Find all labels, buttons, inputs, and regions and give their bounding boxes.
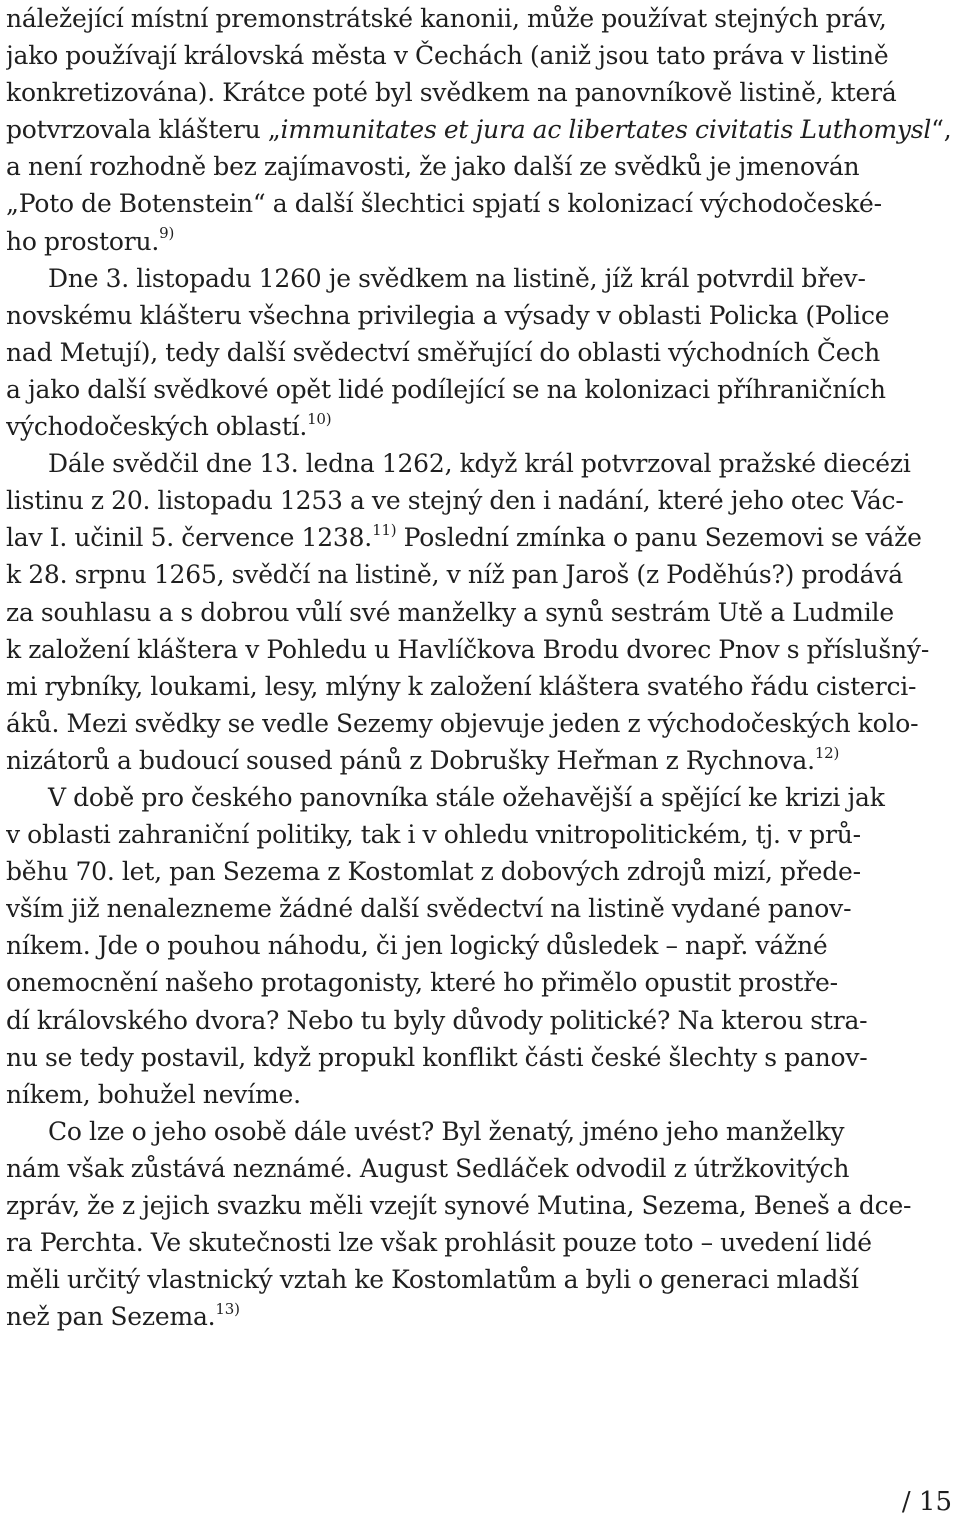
text-line: za souhlasu a s dobrou vůlí své manželky a synů sestrám Utě a Ludmile (6, 597, 894, 627)
text-line: dí královského dvora? Nebo tu byly důvody politické? Na kterou stra- (6, 1005, 868, 1035)
text-line: a není rozhodně bez zajímavosti, že jako další ze svědků je jmenován (6, 152, 860, 182)
text-line: V době pro českého panovníka stále ožehavější a spějící ke krizi jak (48, 782, 885, 812)
text-line: níkem, bohužel nevíme. (6, 1079, 301, 1109)
text-line: onemocnění našeho protagonisty, které ho přimělo opustit prostře- (6, 968, 838, 998)
text-line: ra Perchta. Ve skutečnosti lze však prohlásit pouze toto – uvedení lidé (6, 1228, 872, 1258)
text-segment: ho prostoru. (6, 226, 160, 256)
text-line: nám však zůstává neznámé. August Sedláček odvodil z útržkovitých (6, 1153, 850, 1183)
footnote-marker: 12) (814, 743, 840, 762)
text-segment: nizátorů a budoucí soused pánů z Dobrušky Heřman z Rychnova. (6, 745, 815, 775)
text-line (6, 519, 954, 556)
text-line: novskému klášteru všechna privilegia a výsady v oblasti Policka (Police (6, 300, 890, 330)
text-line: zpráv, že z jejich svazku měli vzejít synové Mutina, Sezema, Beneš a dce- (6, 1191, 912, 1220)
text-line: nad Metují), tedy další svědectví směřující do oblasti východních Čech (6, 337, 881, 367)
footnote-marker: 11) (372, 520, 397, 539)
text-line: níkem. Jde o pouhou náhodu, či jen logický důsledek – např. vážné (6, 931, 828, 961)
footnote-marker: 9) (159, 224, 175, 243)
text-segment: lav I. učinil 5. července 1238. (6, 523, 373, 553)
text-segment: Poslední zmínka o panu Sezemovi se váže (396, 523, 922, 553)
text-segment: “, (931, 115, 952, 145)
text-line: k založení kláštera v Pohledu u Havlíčkova Brodu dvorec Pnov s příslušný- (6, 634, 930, 664)
text-line: nu se tedy postavil, když propukl konflikt části české šlechty s panov- (6, 1042, 868, 1072)
text-line: Co lze o jeho osobě dále uvést? Byl ženatý, jméno jeho manželky (48, 1116, 845, 1146)
footnote-marker: 13) (215, 1299, 240, 1318)
text-line (6, 111, 954, 148)
text-line: konkretizována). Krátce poté byl svědkem na panovníkově listině, která (6, 78, 897, 108)
italic-latin-phrase: immunitates et jura ac libertates civitatis Luthomysl (280, 115, 932, 145)
text-segment: než pan Sezema. (6, 1302, 216, 1332)
text-line: náležející místní premonstrátské kanonii, může používat stejných práv, (6, 4, 887, 33)
text-line: a jako další svědkové opět lidé podílející se na kolonizaci příhraničních (6, 374, 886, 404)
body-text (6, 0, 954, 1335)
text-segment: potvrzovala klášteru „ (6, 115, 281, 145)
text-line: áků. Mezi svědky se vedle Sezemy objevuje jeden z východočeských kolo- (6, 708, 919, 738)
page-number: / 15 (901, 1487, 952, 1517)
text-line: vším již nenalezneme žádné další svědectví na listině vydané panov- (6, 894, 852, 924)
text-line: listinu z 20. listopadu 1253 a ve stejný den i nadání, které jeho otec Vác- (6, 486, 904, 516)
text-line: Dále svědčil dne 13. ledna 1262, když král potvrzoval pražské diecézi (48, 449, 911, 479)
text-line: jako používají královská města v Čechách (aniž jsou tato práva v listině (6, 41, 889, 71)
text-line (6, 223, 954, 260)
text-line: k 28. srpnu 1265, svědčí na listině, v níž pan Jaroš (z Poděhús?) prodává (6, 560, 904, 590)
text-segment: východočeských oblastí. (6, 412, 308, 442)
text-line (6, 742, 954, 779)
text-line: v oblasti zahraniční politiky, tak i v ohledu vnitropolitickém, tj. v prů- (6, 820, 861, 850)
text-line: běhu 70. let, pan Sezema z Kostomlat z dobových zdrojů mizí, přede- (6, 857, 861, 887)
text-line: mi rybníky, loukami, lesy, mlýny k založení kláštera svatého řádu cisterci- (6, 671, 917, 701)
text-line: měli určitý vlastnický vztah ke Kostomlatům a byli o generaci mladší (6, 1265, 859, 1295)
text-line: Dne 3. listopadu 1260 je svědkem na listině, jíž král potvrdil břev- (48, 263, 866, 293)
text-line (6, 408, 954, 445)
text-line: „Poto de Botenstein“ a další šlechtici spjatí s kolonizací východočeské- (6, 189, 882, 219)
footnote-marker: 10) (307, 409, 332, 428)
text-line (6, 1298, 954, 1335)
